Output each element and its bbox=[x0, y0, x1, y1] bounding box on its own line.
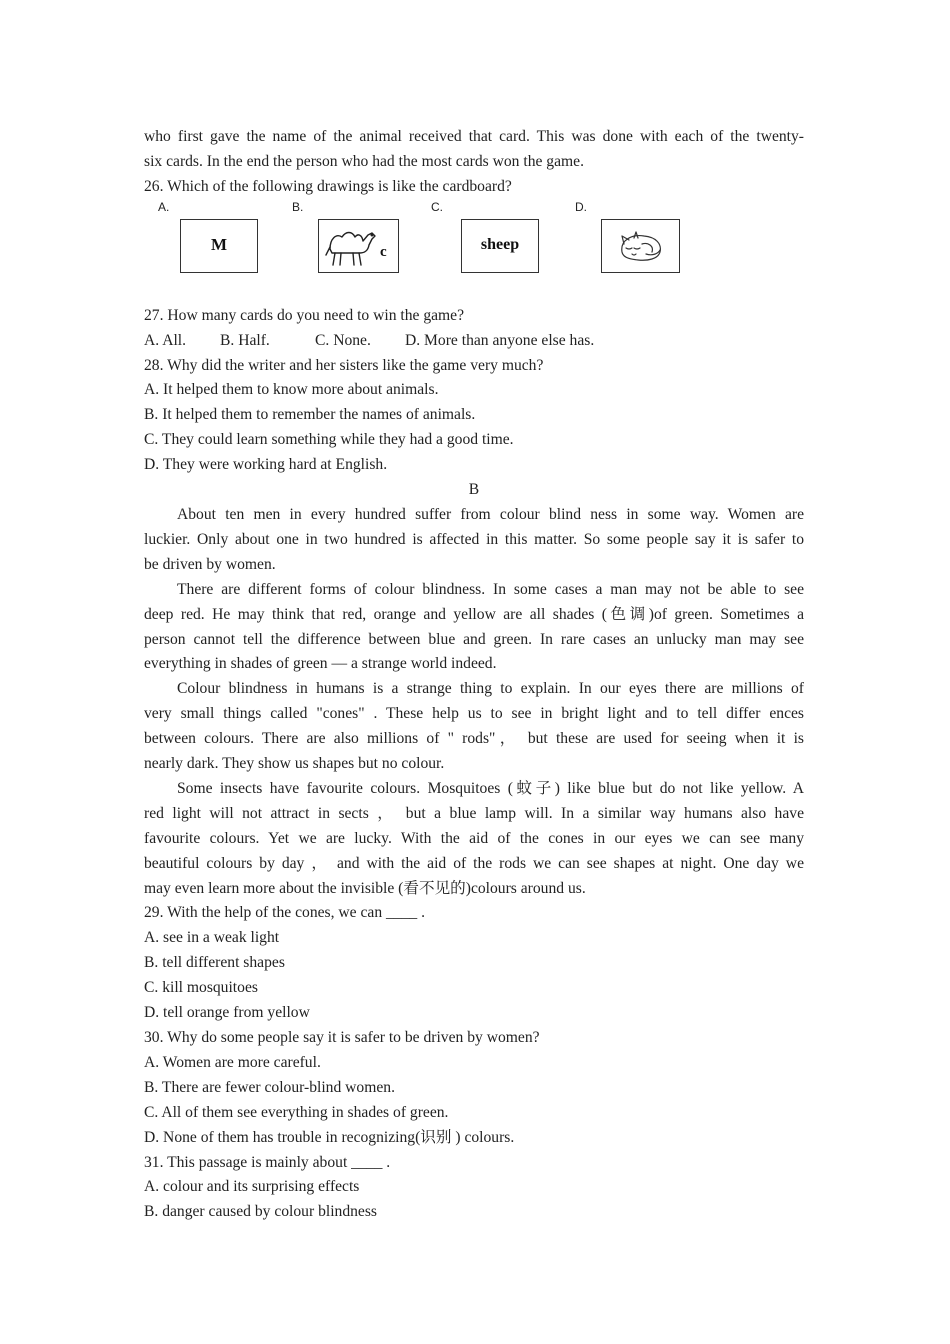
q27-option-d: D. More than anyone else has. bbox=[405, 331, 595, 349]
intro-line: who first gave the name of the animal received that card. This was done with each of the twenty- bbox=[144, 128, 804, 145]
q31-option-b: B. danger caused by colour blindness bbox=[144, 1203, 377, 1221]
card-b-text: c bbox=[380, 244, 387, 261]
q27-option-a: A. All. bbox=[144, 331, 187, 349]
document-page bbox=[144, 125, 804, 1225]
passage-line: There are different forms of colour blindness. In some cases a man may not be able to see bbox=[177, 580, 804, 598]
passage-line: beautiful colours by day ， and with the aid of the rods we can see shapes at night. One day we bbox=[144, 854, 804, 872]
card-c-label: C. bbox=[431, 199, 443, 214]
passage-line: be driven by women. bbox=[144, 555, 276, 573]
section-heading-b: B bbox=[468, 481, 480, 499]
q29-option-b: B. tell different shapes bbox=[144, 954, 285, 972]
card-a-letter-m bbox=[180, 219, 258, 273]
passage-line: luckier. Only about one in two hundred is affected in this matter. So some people say it is safer to bbox=[144, 530, 804, 548]
q29-option-c: C. kill mosquitoes bbox=[144, 979, 258, 997]
question-26: 26. Which of the following drawings is like the cardboard? bbox=[144, 177, 512, 195]
passage-line: deep red. He may think that red, orange and yellow are all shades (色调)of green. Sometimes a bbox=[144, 605, 804, 623]
card-a-label: A. bbox=[158, 199, 170, 214]
q27-option-b: B. Half. bbox=[220, 331, 270, 349]
question-28: 28. Why did the writer and her sisters like the game very much? bbox=[144, 356, 544, 374]
q29-option-d: D. tell orange from yellow bbox=[144, 1004, 310, 1022]
q30-option-b: B. There are fewer colour-blind women. bbox=[144, 1078, 395, 1096]
card-d-label: D. bbox=[575, 199, 587, 214]
passage-line: very small things called "cones" . These help us to see in bright light and to tell differ ences bbox=[144, 705, 804, 723]
q28-option-b: B. It helped them to remember the names of animals. bbox=[144, 406, 476, 424]
question-29: 29. With the help of the cones, we can ____ . bbox=[144, 904, 425, 922]
passage-line: Colour blindness in humans is a strange thing to explain. In our eyes there are millions of bbox=[177, 680, 804, 698]
q30-option-a: A. Women are more careful. bbox=[144, 1053, 321, 1071]
passage-line: About ten men in every hundred suffer from colour blind ness in some way. Women are bbox=[177, 505, 804, 523]
q28-option-d: D. They were working hard at English. bbox=[144, 456, 388, 474]
q28-option-c: C. They could learn something while they had a good time. bbox=[144, 431, 514, 449]
q27-option-c: C. None. bbox=[315, 331, 371, 349]
passage-line: everything in shades of green — a strange world indeed. bbox=[144, 655, 497, 673]
passage-line: red light will not attract in sects ， but a blue lamp will. In a similar way humans also have bbox=[144, 804, 804, 822]
question-31: 31. This passage is mainly about ____ . bbox=[144, 1153, 391, 1171]
card-c-word-sheep bbox=[461, 219, 539, 273]
q26-card-options bbox=[144, 200, 804, 300]
camel-icon bbox=[322, 223, 378, 269]
card-b-label: B. bbox=[292, 199, 304, 214]
q27-options bbox=[144, 329, 804, 354]
sleeping-cat-icon bbox=[612, 226, 670, 266]
passage-line: person cannot tell the difference between blue and green. In rare cases an unlucky man may see bbox=[144, 630, 804, 648]
passage-line: may even learn more about the invisible (看不见的)colours around us. bbox=[144, 879, 586, 897]
q29-option-a: A. see in a weak light bbox=[144, 929, 280, 947]
card-b-camel bbox=[318, 219, 399, 273]
question-27: 27. How many cards do you need to win the game? bbox=[144, 306, 465, 324]
passage-line: Some insects have favourite colours. Mosquitoes (蚊子) like blue but do not like yellow. A bbox=[177, 779, 804, 797]
card-d-sleeping-cat bbox=[601, 219, 680, 273]
q30-option-d: D. None of them has trouble in recognizing(识别 ) colours. bbox=[144, 1128, 515, 1146]
card-c-text: sheep bbox=[480, 236, 520, 254]
passage-line: nearly dark. They show us shapes but no colour. bbox=[144, 755, 445, 773]
q31-option-a: A. colour and its surprising effects bbox=[144, 1178, 360, 1196]
passage-line: between colours. There are also millions of " rods"， but these are used for seeing when it is bbox=[144, 730, 804, 748]
passage-line: favourite colours. Yet we are lucky. With the aid of the cones in our eyes we can see many bbox=[144, 829, 804, 847]
question-30: 30. Why do some people say it is safer to be driven by women? bbox=[144, 1029, 540, 1046]
q30-option-c: C. All of them see everything in shades of green. bbox=[144, 1103, 449, 1121]
q28-option-a: A. It helped them to know more about animals. bbox=[144, 381, 439, 399]
card-a-text: M bbox=[210, 235, 228, 255]
intro-line: six cards. In the end the person who had the most cards won the game. bbox=[144, 152, 584, 170]
